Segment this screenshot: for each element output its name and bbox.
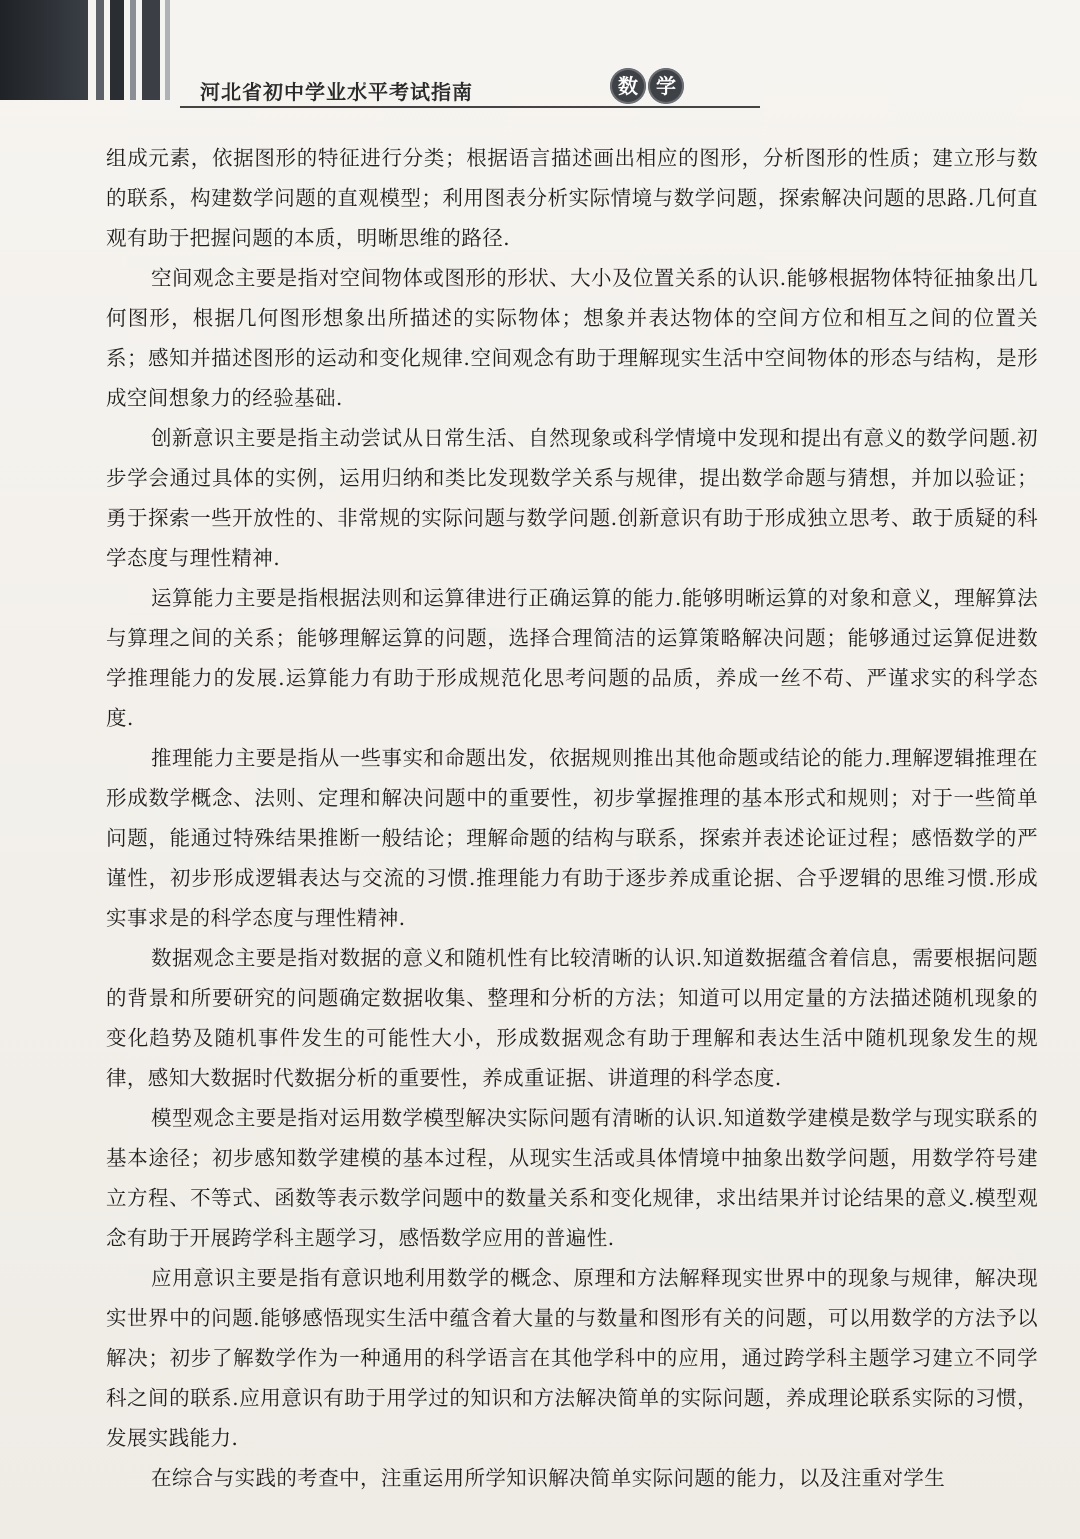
paragraph-application-awareness: 应用意识主要是指有意识地利用数学的概念、原理和方法解释现实世界中的现象与规律，解决现实世界中的问题.能够感悟现实生活中蕴含着大量的与数量和图形有关的问题，可以用数学的方法予以解决；初步了解数学作为一种通用的科学语言在其他学科中的应用，通过跨学科主题学习建立不同学科之间的联系.应用意识有助于用学过的知识和方法解决简单的实际问题，养成理论联系实际的习惯，发展实践能力. (106, 1266, 1038, 1450)
header-title: 河北省初中学业水平考试指南 (200, 80, 473, 104)
corner-stripe-decoration (0, 0, 175, 100)
header-divider (180, 106, 760, 108)
body-text (106, 138, 1038, 1533)
paragraph-computation-ability: 运算能力主要是指根据法则和运算律进行正确运算的能力.能够明晰运算的对象和意义，理解算法与算理之间的关系；能够理解运算的问题，选择合理简洁的运算策略解决问题；能够通过运算促进数学推理能力的发展.运算能力有助于形成规范化思考问题的品质，养成一丝不苟、严谨求实的科学态度. (106, 586, 1038, 730)
paragraph-continuation: 组成元素，依据图形的特征进行分类；根据语言描述画出相应的图形，分析图形的性质；建立形与数的联系，构建数学问题的直观模型；利用图表分析实际情境与数学问题，探索解决问题的思路.几何直观有助于把握问题的本质，明晰思维的路径. (106, 146, 1038, 250)
paragraph-model-concept: 模型观念主要是指对运用数学模型解决实际问题有清晰的认识.知道数学建模是数学与现实联系的基本途径；初步感知数学建模的基本过程，从现实生活或具体情境中抽象出数学问题，用数学符号建立方程、不等式、函数等表示数学问题中的数量关系和变化规律，求出结果并讨论结果的意义.模型观念有助于开展跨学科主题学习，感悟数学应用的普遍性. (106, 1106, 1038, 1250)
page-header (180, 68, 760, 108)
subject-badge-char-2: 学 (648, 68, 684, 104)
paragraph-innovation-awareness: 创新意识主要是指主动尝试从日常生活、自然现象或科学情境中发现和提出有意义的数学问题.初步学会通过具体的实例，运用归纳和类比发现数学关系与规律，提出数学命题与猜想，并加以验证；勇于探索一些开放性的、非常规的实际问题与数学问题.创新意识有助于形成独立思考、敢于质疑的科学态度与理性精神. (106, 426, 1038, 570)
paragraph-data-concept: 数据观念主要是指对数据的意义和随机性有比较清晰的认识.知道数据蕴含着信息，需要根据问题的背景和所要研究的问题确定数据收集、整理和分析的方法；知道可以用定量的方法描述随机现象的变化趋势及随机事件发生的可能性大小，形成数据观念有助于理解和表达生活中随机现象发生的规律，感知大数据时代数据分析的重要性，养成重证据、讲道理的科学态度. (106, 946, 1038, 1090)
subject-badge-char-1: 数 (610, 68, 646, 104)
paragraph-reasoning-ability: 推理能力主要是指从一些事实和命题出发，依据规则推出其他命题或结论的能力.理解逻辑推理在形成数学概念、法则、定理和解决问题中的重要性，初步掌握推理的基本形式和规则；对于一些简单问题，能通过特殊结果推断一般结论；理解命题的结构与联系，探索并表述论证过程；感悟数学的严谨性，初步形成逻辑表达与交流的习惯.推理能力有助于逐步养成重论据、合乎逻辑的思维习惯.形成实事求是的科学态度与理性精神. (106, 746, 1038, 930)
paragraph-spatial-concept: 空间观念主要是指对空间物体或图形的形状、大小及位置关系的认识.能够根据物体特征抽象出几何图形，根据几何图形想象出所描述的实际物体；想象并表达物体的空间方位和相互之间的位置关系；感知并描述图形的运动和变化规律.空间观念有助于理解现实生活中空间物体的形态与结构，是形成空间想象力的经验基础. (106, 266, 1038, 410)
paragraph-practice-assessment: 在综合与实践的考查中，注重运用所学知识解决简单实际问题的能力，以及注重对学生 (151, 1466, 946, 1490)
